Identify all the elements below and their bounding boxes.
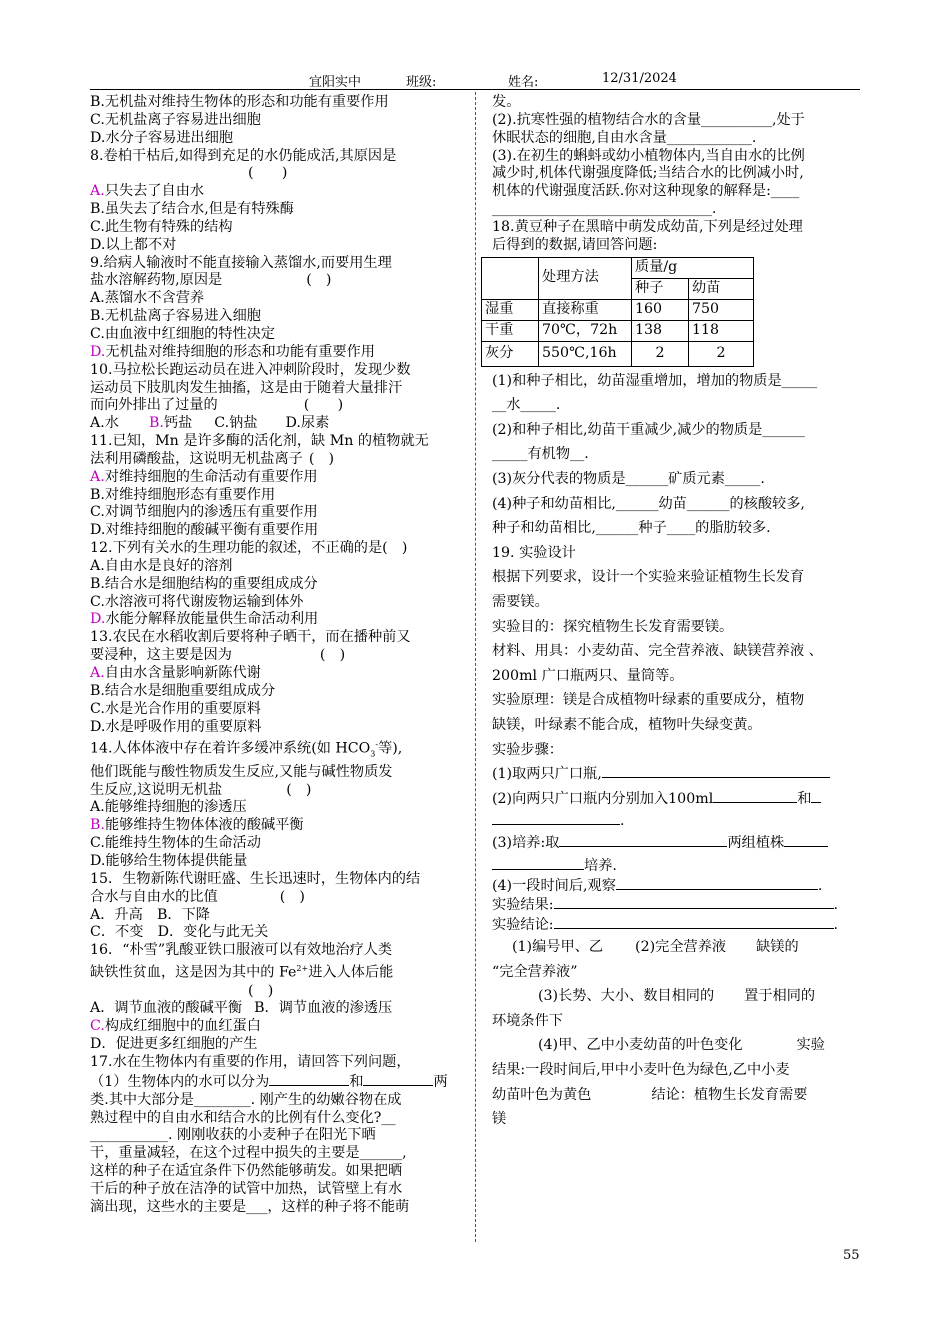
name-label: 姓名: (508, 75, 539, 90)
right-column (485, 94, 864, 1132)
text-line: 材料、用具：小麦幼苗、完全营养液、缺镁营养液 、 (492, 643, 823, 660)
text-line: _____有机物__. (492, 446, 589, 463)
question-18: 18.黄豆种子在黑暗中萌发成幼苗,下列是经过处理 (492, 218, 803, 235)
text-line: 培养. (492, 856, 864, 876)
table-row (482, 299, 754, 320)
option-c: C.水溶液可将代谢废物运输到体外 (90, 593, 304, 610)
answer-blank (811, 789, 821, 803)
step-4: (4)一段时间后,观察 . (492, 877, 823, 894)
question-16: 16．“朴雪”乳酸亚铁口服液可以有效地治疗人类 (90, 942, 393, 959)
table-cell: 2 (632, 341, 689, 366)
text-line: C.无机盐离子容易进出细胞 (90, 111, 261, 128)
table-row (482, 320, 754, 341)
step-1: (1)取两只广口瓶, (492, 762, 864, 787)
text-line: B.无机盐对维持生物体的形态和功能有重要作用 (90, 94, 389, 110)
answer-line: (1)编号甲、乙 (2)完全营养液 缺镁的 (512, 939, 799, 956)
text-line: 要浸种，这主要是因为 ( ) (90, 647, 346, 664)
table-header-mass: 质量/g (632, 257, 754, 278)
answer-mark: D. (90, 343, 106, 360)
text-line: ___________. 刚刚收获的小麦种子在阳光下晒 (90, 1127, 376, 1144)
question-9: 9.给病人输液时不能直接输入蒸馏水,而要用生理 (90, 254, 392, 271)
result-line: 实验结果: . (492, 897, 839, 914)
text-line: 类.其中大部分是________. 刚产生的幼嫩谷物在成 (90, 1091, 402, 1108)
answer-mark: A. (90, 468, 105, 485)
table-cell: 2 (689, 341, 754, 366)
table-cell: 灰分 (482, 341, 539, 366)
option-b: B.虽失去了结合水,但是有特殊酶 (90, 201, 294, 218)
option-b: B.无机盐离子容易进入细胞 (90, 308, 261, 325)
step-3: (3)培养:取 两组植株 (492, 831, 864, 856)
answer-line: 幼苗叶色为黄色 结论：植物生长发育需要 (492, 1086, 808, 1103)
table-header-seedling: 幼苗 (689, 278, 754, 299)
option-d: D.水是呼吸作用的重要原料 (90, 718, 262, 735)
option-a: A.自由水含量影响新陈代谢 (90, 665, 261, 681)
text-line: 实验步骤： (492, 741, 563, 758)
text-line: (3)灰分代表的物质是______矿质元素_____. (492, 470, 765, 487)
question-13: 13.农民在水稻收割后要将种子晒干，而在播种前又 (90, 629, 411, 646)
answer-blank (363, 1072, 433, 1086)
question-10: 10.马拉松长跑运动员在进入冲刺阶段时，发现少数 (90, 361, 411, 378)
text-line: 种子和幼苗相比,______种子____的脂肪较多. (492, 520, 771, 537)
answer-line: (3)长势、大小、数目相同的 置于相同的 (538, 988, 816, 1005)
option-d: D.对维持细胞的酸碱平衡有重要作用 (90, 522, 319, 539)
option-a: A.能够维持细胞的渗透压 (90, 799, 247, 816)
text-line: 根据下列要求，设计一个实验来验证植物生长发育 (492, 569, 805, 586)
text-line: 合水与自由水的比值 ( ) (90, 888, 305, 905)
text-line: 机体的代谢强度活跃.你对这种现象的解释是:____ (492, 183, 800, 200)
question-17: 17.水在生物体内有重要的作用，请回答下列问题， (90, 1054, 411, 1071)
answer-blank (554, 895, 834, 909)
left-column (90, 94, 470, 1217)
answer-mark: A. (90, 665, 105, 681)
answer-mark: D. (90, 611, 106, 628)
answer-line: “完全营养液” (492, 963, 578, 980)
answer-blank (784, 833, 828, 847)
text-line: (3).在初生的蝌蚪或幼小植物体内,当自由水的比例 (492, 147, 805, 164)
option-c: C.构成红细胞中的血红蛋白 (90, 1018, 261, 1035)
answer-mark: B. (90, 817, 105, 834)
option-b: B.结合水是细胞重要组成成分 (90, 682, 276, 699)
option-d: D．促进更多红细胞的产生 (90, 1036, 258, 1053)
option-d: D.能够给生物体提供能量 (90, 853, 248, 869)
answer-bracket: ( ) (248, 165, 288, 182)
text-line: 他们既能与酸性物质发生反应,又能与碱性物质发 (90, 763, 393, 780)
text-line: 缺镁，叶绿素不能合成，植物叶失绿变黄。 (492, 716, 762, 733)
text-line: 干，重量减轻，在这个过程中损失的主要是______, (90, 1145, 407, 1162)
text-line: 需要镁。 (492, 593, 549, 610)
answer-blank (559, 833, 727, 847)
step-2: (2)向两只广口瓶内分别加入100ml 和 (492, 787, 864, 812)
text-line: 200ml 广口瓶两只、量筒等。 (492, 667, 684, 684)
table-corner-cell (482, 257, 539, 299)
class-label: 班级: (406, 75, 437, 90)
text-line: _______________________________. (492, 201, 717, 218)
answer-blank (492, 856, 584, 870)
option-b: B.对维持细胞形态有重要作用 (90, 486, 276, 503)
text-line: （1）生物体内的水可以分为 和 两 (90, 1073, 448, 1090)
page-header (90, 71, 860, 90)
answer-mark: A. (90, 183, 105, 200)
option-c: C.水是光合作用的重要原料 (90, 700, 261, 717)
text-line: (1)和种子相比，幼苗湿重增加，增加的物质是_____ (492, 372, 818, 389)
option-c: C.由血液中红细胞的特性决定 (90, 325, 276, 342)
answer-blank (554, 915, 834, 929)
text-line: 减少时,机体代谢强度降低;当结合水的比例减小时, (492, 165, 804, 182)
school-name: 宜阳实中 (309, 75, 362, 90)
table-cell: 70℃，72h (539, 320, 632, 341)
text-line: 实验目的：探究植物生长发育需要镁。 (492, 618, 734, 635)
table-cell: 750 (689, 299, 754, 320)
text-line: 实验原理：镁是合成植物叶绿素的重要成分，植物 (492, 692, 805, 709)
text-line: __水_____. (492, 397, 561, 414)
option-a: A.蒸馏水不含营养 (90, 290, 205, 307)
option-d: D.以上都不对 (90, 236, 177, 253)
table-header-seed: 种子 (632, 278, 689, 299)
option-a: A.对维持细胞的生命活动有重要作用 (90, 468, 318, 485)
answer-blank (602, 764, 830, 778)
text-line: . (492, 811, 864, 831)
table-header-method: 处理方法 (539, 257, 632, 299)
answer-bracket: ( ) (248, 982, 274, 999)
answer-line: 镁 (492, 1111, 507, 1128)
table-cell: 118 (689, 320, 754, 341)
text-line: 生反应,这说明无机盐 ( ) (90, 781, 312, 798)
text-line: 休眠状态的细胞,自由水含量____________. (492, 129, 757, 146)
answer-blank (269, 1072, 349, 1086)
text-line: 熟过程中的自由水和结合水的比例有什么变化?__ (90, 1109, 396, 1126)
answer-line: 环境条件下 (492, 1012, 563, 1029)
table-row (482, 341, 754, 366)
text-line: D.水分子容易进出细胞 (90, 129, 234, 146)
option-b: B.结合水是细胞结构的重要组成成分 (90, 575, 318, 592)
options-row: C．不变 D．变化与此无关 (90, 924, 269, 941)
answer-line: (4)甲、乙中小麦幼苗的叶色变化 实验 (538, 1037, 825, 1054)
answer-blank (616, 876, 818, 890)
table-cell: 550℃,16h (539, 341, 632, 366)
table-cell: 直接称重 (539, 299, 632, 320)
table-cell: 160 (632, 299, 689, 320)
table-header-row (482, 257, 754, 278)
text-line: 而向外排出了过量的 ( ) (90, 397, 344, 414)
data-table (481, 257, 754, 367)
conclusion-line: 实验结论: . (492, 917, 839, 934)
question-11: 11.已知，Mn 是许多酶的活化剂，缺 Mn 的植物就无 (90, 433, 429, 450)
column-divider (475, 92, 476, 1242)
option-b: B.能够维持生物体体液的酸碱平衡 (90, 817, 304, 834)
question-14: 14.人体体液中存在着许多缓冲系统(如 $HCO_3^-$等), (90, 740, 403, 759)
question-12: 12.下列有关水的生理功能的叙述，不正确的是( ) (90, 540, 408, 557)
question-8: 8.卷柏干枯后,如得到充足的水仍能成活,其原因是 (90, 147, 397, 164)
text-line: (4)种子和幼苗相比,______幼苗______的核酸较多, (492, 495, 805, 512)
option-d: D.水能分解释放能量供生命活动利用 (90, 611, 319, 628)
text-line: 后得到的数据,请回答问题: (492, 236, 658, 253)
text-line: 滴出现，这些水的主要是___，这样的种子将不能萌 (90, 1198, 410, 1215)
question-19: 19. 实验设计 (492, 544, 576, 561)
table-cell: 湿重 (482, 299, 539, 320)
answer-blank (492, 811, 620, 825)
option-c: C.能维持生物体的生命活动 (90, 835, 261, 852)
option-c: C.此生物有特殊的结构 (90, 218, 233, 235)
option-a: A.自由水是良好的溶剂 (90, 557, 233, 574)
options-row: A．升高 B．下降 (90, 906, 210, 923)
table-cell: 138 (632, 320, 689, 341)
text-line: 缺铁性贫血，这是因为其中的 $Fe^{2+}$进入人体后能 (90, 964, 394, 981)
option-c: C.对调节细胞内的渗透压有重要作用 (90, 504, 318, 521)
question-15: 15．生物新陈代谢旺盛、生长迅速时，生物体内的结 (90, 870, 421, 887)
answer-line: 结果:一段时间后,甲中小麦叶色为绿色,乙中小麦 (492, 1062, 790, 1079)
text-line: 发。 (492, 94, 521, 110)
text-line: 盐水溶解药物,原因是 ( ) (90, 272, 332, 289)
table-cell: 干重 (482, 320, 539, 341)
text-line: 运动员下肢肌肉发生抽搐，这是由于随着大量排汗 (90, 379, 403, 396)
option-a: A.只失去了自由水 (90, 183, 205, 200)
text-line: (2)和种子相比,幼苗干重减少,减少的物质是______ (492, 421, 805, 438)
answer-mark: C. (90, 1018, 105, 1035)
text-line: 干后的种子放在洁净的试管中加热，试管壁上有水 (90, 1180, 403, 1197)
options-row: A．调节血液的酸碱平衡 B．调节血液的渗透压 (90, 1000, 393, 1017)
answer-blank (713, 789, 797, 803)
text-line: 这样的种子在适宜条件下仍然能够萌发。如果把晒 (90, 1163, 403, 1180)
text-line: 法利用磷酸盐，这说明无机盐离子 ( ) (90, 450, 335, 467)
answer-mark: B. (148, 415, 164, 432)
text-line: (2).抗寒性强的植物结合水的含量__________,处于 (492, 111, 805, 128)
options-row: A.水 B.钙盐 C.钠盐 D.尿素 (90, 415, 330, 432)
page-number: 55 (843, 1248, 860, 1263)
option-d: D.无机盐对维持细胞的形态和功能有重要作用 (90, 343, 375, 360)
header-date: 12/31/2024 (602, 71, 677, 86)
